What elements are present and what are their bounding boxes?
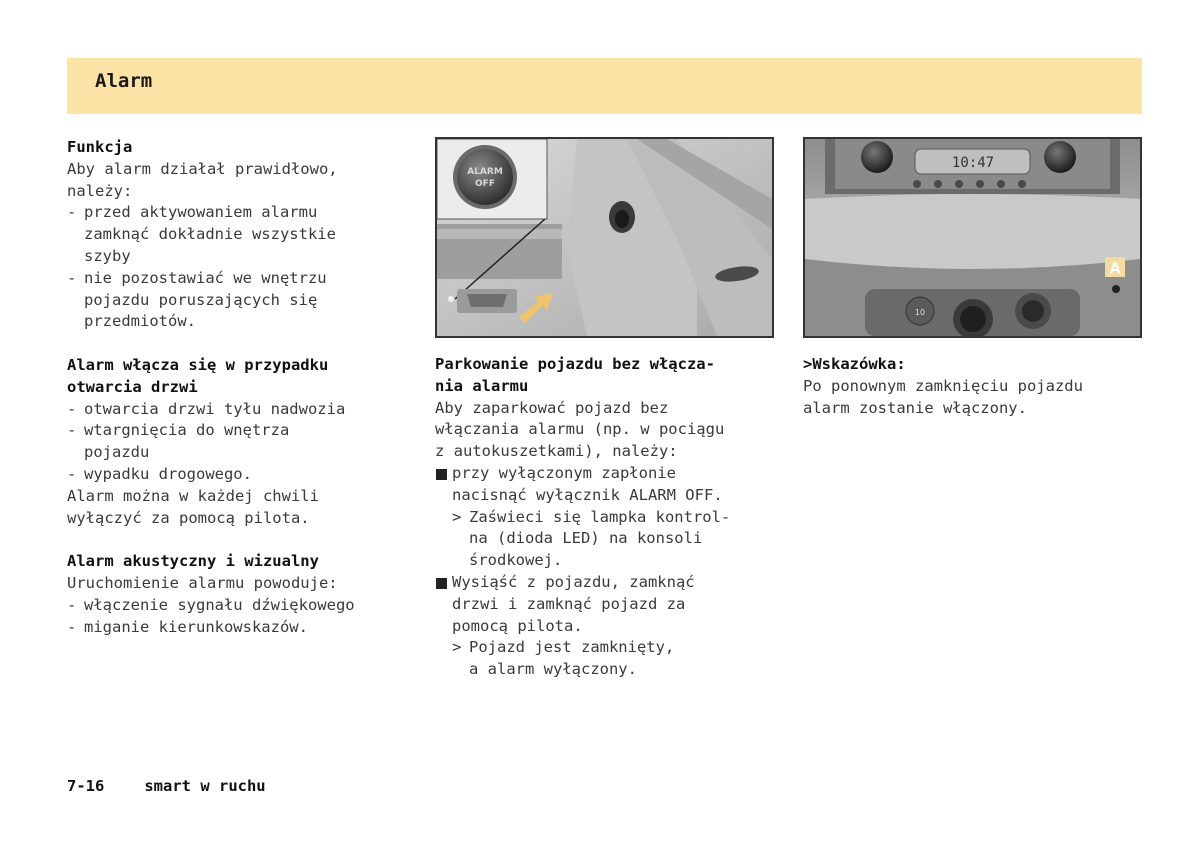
column-middle [435,354,780,681]
square-bullet-icon [435,463,452,485]
list-item-continuation: pojazdu [84,443,150,462]
result-item-continuation: środkowej. [469,551,563,570]
dash-marker: - [67,617,77,636]
paragraph-line: z autokuszetkami), należy: [435,442,678,461]
paragraph-line: wyłączyć za pomocą pilota. [67,508,310,527]
dash-marker: - [67,268,77,287]
dash-marker: - [67,421,77,440]
result-marker: > [452,638,462,657]
list-item: - wtargnięcia do wnętrza [67,420,417,442]
dash-marker: - [67,464,77,483]
list-item: - przed aktywowaniem alarmu [67,202,417,224]
list-item: - wypadku drogowego. [67,464,417,486]
section-heading-alarm-triggers: Alarm włącza się w przypadku [67,355,329,374]
column-right [803,354,1148,419]
list-item: - włączenie sygnału dźwiękowego [67,595,417,617]
list-item: - miganie kierunkowskazów. [67,617,417,639]
section-heading-parking: Parkowanie pojazdu bez włącza- [435,355,715,373]
result-marker: > [452,507,462,526]
page-title: Alarm [95,70,153,92]
result-item-continuation: a alarm wyłączony. [469,660,637,679]
paragraph-line: Uruchomienie alarmu powoduje: [67,573,338,592]
column-left [67,137,417,638]
paragraph-line: Po ponownym zamknięciu pojazdu [803,376,1083,395]
step-item-continuation: nacisnąć wyłącznik ALARM OFF. [452,485,723,504]
alarm-button-label: OFF [475,179,495,189]
console-button-label: 10 [914,308,926,317]
paragraph-line: Aby alarm działał prawidłowo, [67,159,338,178]
paragraph-line: Aby zaparkować pojazd bez [435,398,669,417]
header-band [67,58,1142,114]
section-heading-alarm-triggers-cont: otwarcia drzwi [67,377,198,396]
step-item: Wysiąść z pojazdu, zamknąć [435,572,780,594]
clock-display: 10:47 [951,155,995,171]
marker-label: A [1109,261,1121,277]
dash-marker: - [67,399,77,418]
alarm-button-label: ALARM [467,167,503,177]
footer-section-title: smart w ruchu [144,777,266,795]
list-item-continuation: przedmiotów. [84,312,196,331]
result-item-continuation: na (dioda LED) na konsoli [469,529,703,548]
square-bullet-icon [435,572,452,594]
page-footer [67,777,306,795]
step-item-continuation: drzwi i zamknąć pojazd za [452,594,686,613]
step-item-continuation: pomocą pilota. [452,616,583,635]
list-item-continuation: zamknąć dokładnie wszystkie [84,225,336,244]
photo-alarm-off-switch [435,137,774,338]
paragraph-line: należy: [67,181,133,200]
dash-marker: - [67,595,77,614]
paragraph-line: Alarm można w każdej chwili [67,486,319,505]
paragraph-line: alarm zostanie włączony. [803,398,1027,417]
dash-marker: - [67,203,77,222]
section-heading-parking-cont: nia alarmu [435,376,529,395]
section-heading-acoustic-visual: Alarm akustyczny i wizualny [67,552,319,571]
paragraph-line: włączania alarmu (np. w pociągu [435,420,725,439]
list-item-continuation: szyby [84,246,131,265]
list-item: - nie pozostawiać we wnętrzu [67,268,417,290]
section-heading-function: Funkcja [67,138,133,156]
result-item: > Pojazd jest zamknięty, [435,637,780,659]
note-heading: >Wskazówka: [803,355,906,373]
result-item: > Zaświeci się lampka kontrol- [435,507,780,529]
step-item: przy wyłączonym zapłonie [435,463,780,485]
list-item-continuation: pojazdu poruszających się [84,290,318,309]
list-item: - otwarcia drzwi tyłu nadwozia [67,399,417,421]
photo-center-console [803,137,1142,338]
page-number: 7-16 [67,777,105,795]
